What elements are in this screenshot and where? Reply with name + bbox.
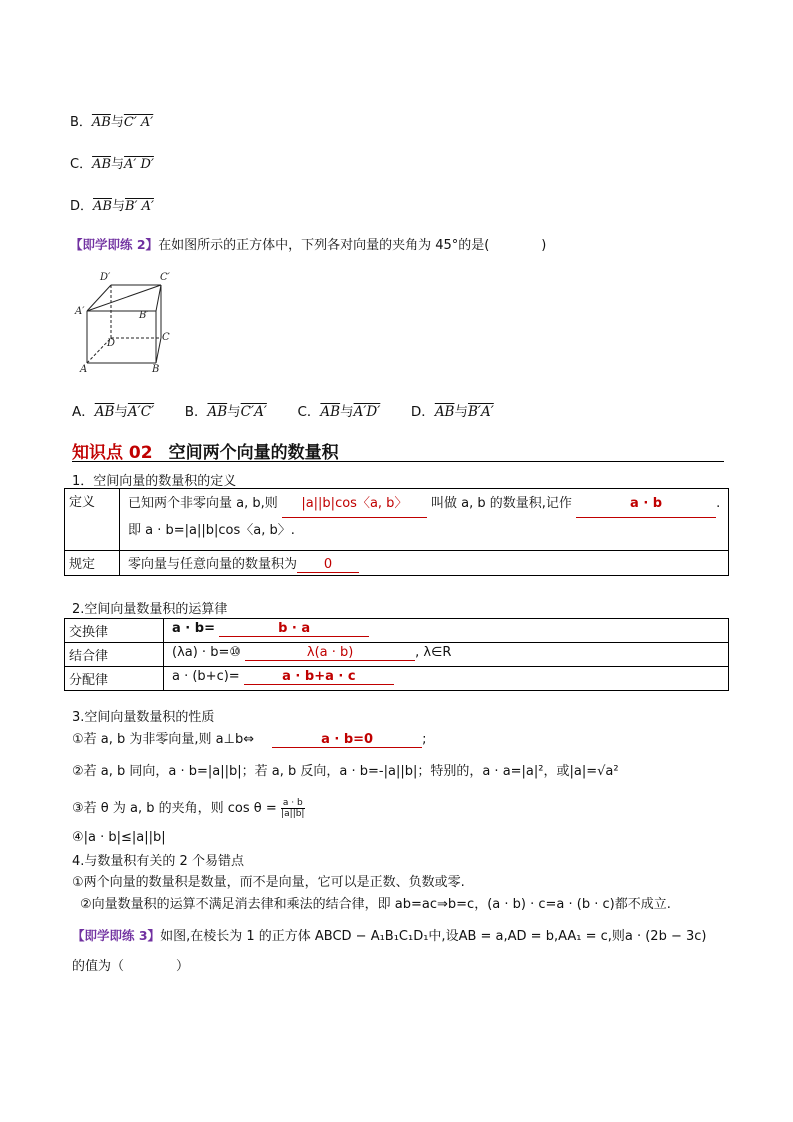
cos-fraction: $\frac{a \cdot b}{|a||b|}$ [281,798,305,819]
exercise-text: 在如图所示的正方体中，下列各对向量的夹角为 45°的是( ) [158,238,547,253]
option-letter: C． [70,157,93,172]
knowledge-point-number: 知识点 02 [72,443,153,463]
exercise-tag: 【即学即练 2】 [70,237,159,252]
rule-fill: 0 [297,557,359,573]
label-d: D [107,338,116,349]
rule-label: 规定 [65,551,120,576]
label-b-prime: B′ [139,310,149,321]
option-d-top [70,195,154,214]
label-a-prime: A′ [75,306,85,317]
law-content: a · b= b · a [164,619,729,643]
cube-figure [72,268,172,376]
option-c: C．$\overline{AB}$与A′D′ [297,404,381,420]
vector-1: $\overline{AB}$ [93,199,112,214]
section-4-heading: 4.与数量积有关的 2 个易错点 [72,854,244,869]
definition-label: 定义 [65,489,120,551]
exercise-3-prompt [72,925,706,944]
definition-table [64,488,729,576]
pitfall-2: ②向量数量积的运算不满足消去律和乘法的结合律，即 ab=ac⇒b=c，(a · b) · c=a · (b · c)都不成立. [80,897,671,912]
law-content: (λa) · b=⑩ λ(a · b) , λ∈R [164,643,729,667]
option-c-top [70,153,154,172]
property-1: ①若 a, b 为非零向量,则 a⊥b⇔ a · b=0 ; [72,732,427,747]
option-letter: D． [70,199,94,214]
label-b: B [152,364,160,375]
knowledge-point-heading [72,438,339,463]
vector-2: C′ A′ [123,115,154,130]
laws-table [64,618,729,691]
vector-1: $\overline{AB}$ [91,115,111,130]
definition-fill-1: |a||b|cos〈a, b〉 [282,491,427,518]
heading-rule [72,461,724,462]
connector: 与 [111,157,125,172]
knowledge-point-title: 空间两个向量的数量积 [168,443,339,463]
law-content: a · (b+c)= a · b+a · c [164,667,729,691]
section-3-heading: 3.空间向量数量积的性质 [72,710,215,725]
label-c: C [162,332,170,343]
label-c-prime: C′ [160,272,170,283]
label-d-prime: D′ [100,272,111,283]
definition-formula: 即 a · b=|a||b|cos〈a, b〉. [128,523,295,538]
pitfall-1: ①两个向量的数量积是数量，而不是向量，它可以是正数、负数或零. [72,875,465,890]
law-label: 结合律 [65,643,164,667]
vector-2: A′ D′ [124,157,154,172]
section-1-heading: 1．空间向量的数量积的定义 [72,474,237,489]
option-b-top [70,111,153,130]
connector: 与 [111,199,125,214]
vector-1: $\overline{AB}$ [92,157,112,172]
label-a: A [80,364,88,375]
vector-2: B′ A′ [124,199,154,214]
definition-fill-2: a · b [576,491,716,518]
exercise-3-question: 的值为（ ） [72,959,190,974]
property-2: ②若 a, b 同向，a · b=|a||b|；若 a, b 反向，a · b=-|a||b|；特别的，a · a=|a|²，或|a|=√a² [72,764,619,779]
exercise-2-options [72,400,494,420]
connector: 与 [110,115,124,130]
property-4: ④|a · b|≤|a||b| [72,830,166,845]
property-3: ③若 θ 为 a, b 的夹角，则 cos θ = $\frac{a \cdot b}{|a||b|}$ [72,798,305,819]
property-1-fill: a · b=0 [272,732,422,748]
definition-content: 已知两个非零向量 a, b,则 |a||b|cos〈a, b〉 叫做 a, b 的数量积,记作 a · b . 即 a · b=|a||b|cos〈a, b〉. [120,489,729,551]
exercise-tag: 【即学即练 3】 [72,928,161,943]
option-a: A．$\overline{AB}$与A′C′ [72,404,155,420]
exercise-text: 如图,在棱长为 1 的正方体 ABCD − A₁B₁C₁D₁中,设AB = a,AD = b,AA₁ = c,则a · (2b − 3c) [160,929,707,944]
section-2-heading: 2.空间向量数量积的运算律 [72,602,228,617]
law-label: 交换律 [65,619,164,643]
rule-content: 零向量与任意向量的数量积为 0 [120,551,729,576]
option-d: D．$\overline{AB}$与B′A′ [410,404,494,420]
law-label: 分配律 [65,667,164,691]
option-b: B．$\overline{AB}$与C′A′ [184,404,267,420]
option-letter: B． [70,115,92,130]
exercise-2-prompt [70,234,546,253]
